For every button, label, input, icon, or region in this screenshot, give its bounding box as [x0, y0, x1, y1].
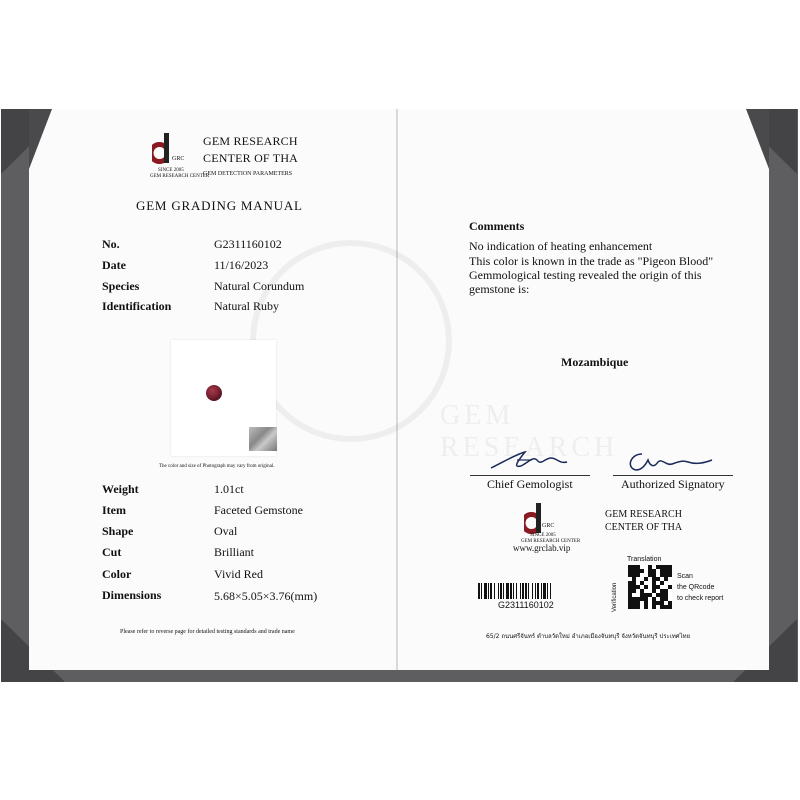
value-weight: 1.01ct [214, 482, 244, 496]
qr-line-2: the QRcode [677, 584, 715, 591]
left-logo-since: SINCE 2005 [158, 168, 184, 173]
barcode-bar [551, 583, 553, 599]
label-date: Date [102, 258, 126, 272]
translation-label: Translation [627, 556, 662, 563]
chief-gemologist-label: Chief Gemologist [487, 477, 573, 491]
value-date: 11/16/2023 [214, 258, 269, 272]
label-color: Color [102, 567, 132, 581]
hologram-sticker [249, 427, 277, 451]
label-cut: Cut [102, 545, 122, 559]
left-logo-text: GRC [172, 156, 185, 162]
value-shape: Oval [214, 524, 238, 538]
qr-code[interactable] [628, 565, 672, 609]
label-dimensions: Dimensions [102, 588, 162, 602]
label-species: Species [102, 279, 140, 293]
gem-photo [171, 340, 276, 456]
comments-title: Comments [469, 219, 525, 233]
signatory-signature-icon [622, 446, 717, 476]
left-footer-note: Please refer to reverse page for detailed testing standards and trade name [120, 629, 295, 635]
right-org-line1: GEM RESEARCH [605, 509, 682, 520]
left-org-line3: GEM DETECTION PARAMETERS [203, 171, 293, 177]
comment-line-1: No indication of heating enhancement [469, 239, 653, 253]
barcode [478, 583, 590, 599]
label-shape: Shape [102, 524, 134, 538]
comment-line-4: gemstone is: [469, 282, 530, 296]
seal-watermark [250, 240, 452, 442]
corner-right-overlay [746, 109, 769, 169]
qr-line-3: to check report [677, 595, 724, 602]
authorized-signatory-label: Authorized Signatory [621, 477, 725, 491]
value-no: G2311160102 [214, 237, 282, 251]
right-logo-text: GRC [542, 523, 555, 529]
signatory-sig-line [613, 475, 733, 476]
comment-line-2: This color is known in the trade as "Pigeon Blood" [469, 254, 714, 268]
website: www.grclab.vip [513, 543, 571, 553]
value-dimensions: 5.68×5.05×3.76(mm) [214, 589, 318, 603]
grc-logo-icon-right [524, 503, 558, 537]
left-org-line1: GEM RESEARCH [203, 134, 298, 148]
value-color: Vivid Red [214, 567, 263, 581]
right-logo-center: GEM RESEARCH CENTER [521, 539, 581, 544]
page-title: GEM GRADING MANUAL [136, 198, 303, 213]
verification-label: Verification [612, 582, 618, 612]
right-logo-since: SINCE 2005 [530, 533, 556, 538]
value-identification: Natural Ruby [214, 299, 279, 313]
left-logo-center: GEM RESEARCH CENTER [150, 174, 210, 179]
address: 65/2 ถนนศรีจันทร์ ตำบลวัดใหม่ อำเภอเมืองจันทบุรี จังหวัดจันทบุรี ประเทศไทย [486, 633, 691, 640]
qr-module [668, 605, 672, 609]
label-identification: Identification [102, 299, 172, 313]
chief-signature-icon [487, 446, 572, 476]
left-org-line2: CENTER OF THA [203, 151, 299, 165]
corner-left-overlay [29, 109, 52, 169]
value-species: Natural Corundum [214, 279, 305, 293]
org-watermark: GEM RESEARCH [440, 400, 619, 463]
value-cut: Brilliant [214, 545, 254, 559]
photo-caption: The color and size of Photograph may vary from original. [159, 464, 275, 469]
right-org-line2: CENTER OF THA [605, 522, 683, 533]
barcode-number: G2311160102 [498, 600, 554, 610]
chief-sig-line [470, 475, 590, 476]
label-item: Item [102, 503, 126, 517]
label-weight: Weight [102, 482, 139, 496]
label-no: No. [102, 237, 120, 251]
ruby-image [206, 385, 222, 401]
comment-line-3: Gemmological testing revealed the origin of this [469, 268, 702, 282]
qr-line-1: Scan [677, 573, 693, 580]
origin-country: Mozambique [561, 355, 629, 369]
value-item: Faceted Gemstone [214, 503, 303, 517]
